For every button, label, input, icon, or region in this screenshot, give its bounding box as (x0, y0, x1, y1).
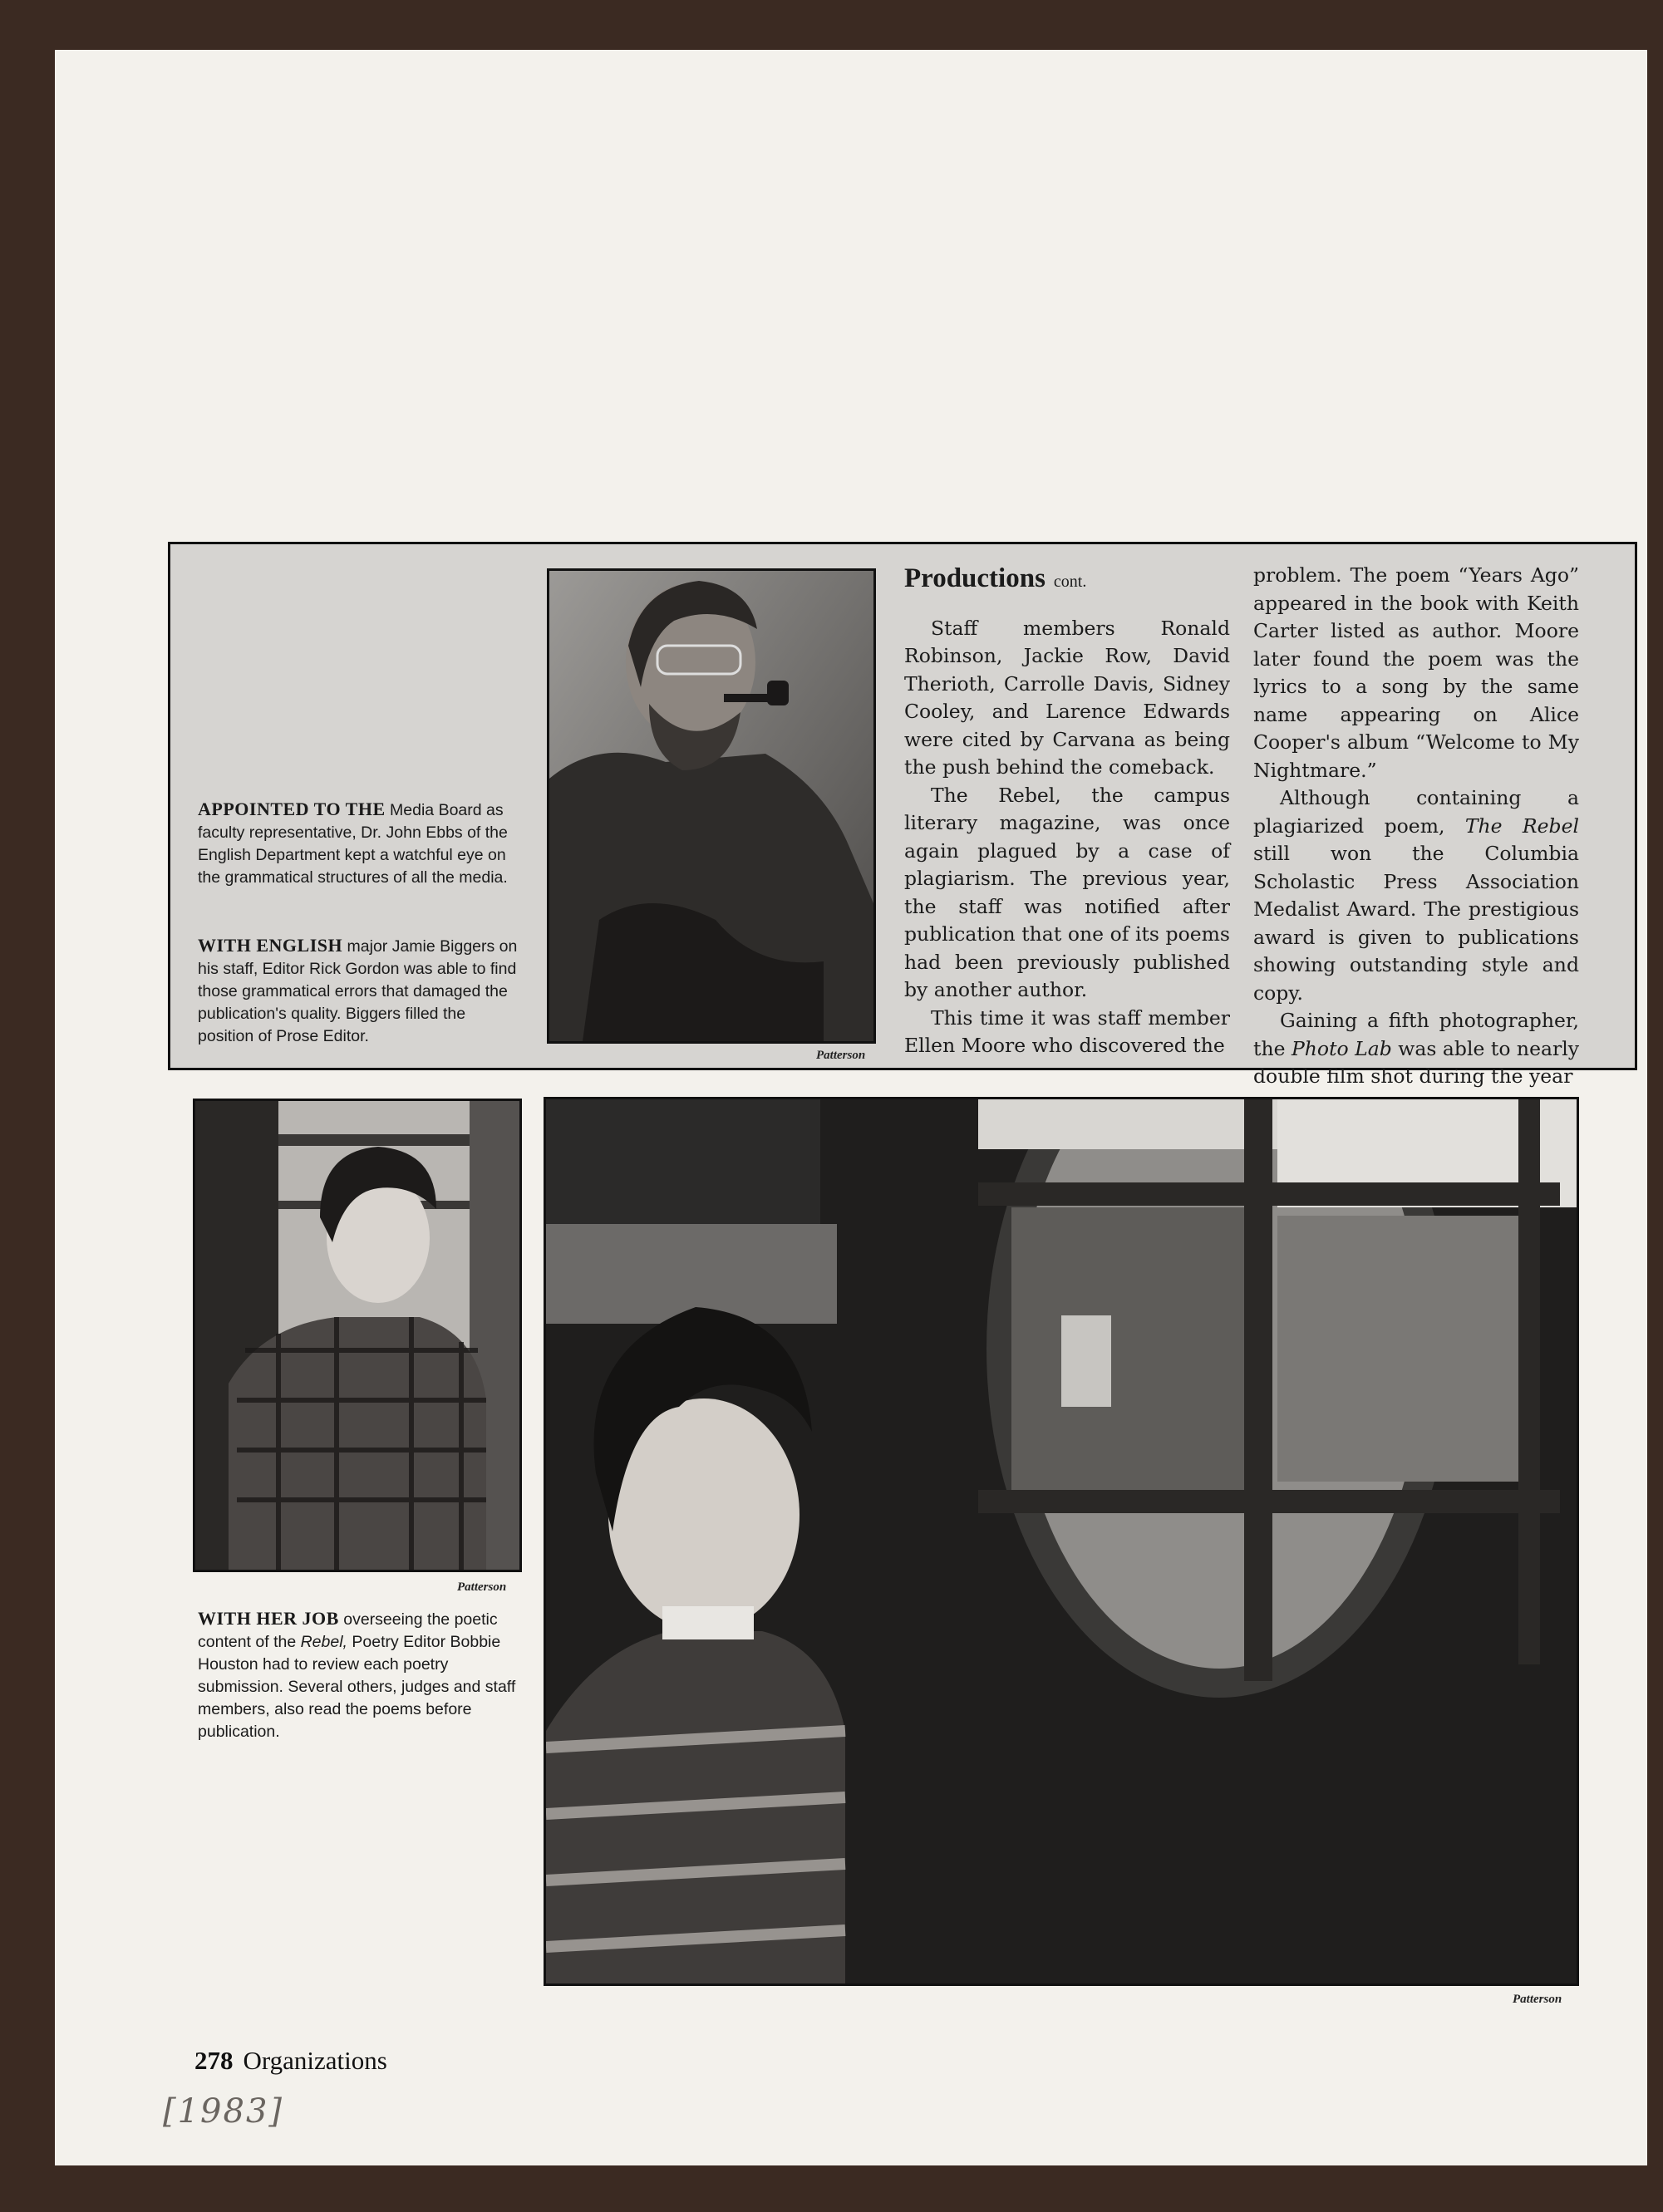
article-paragraph: This time it was staff member Ellen Moore who discovered the (904, 1005, 1230, 1057)
heading-title: Productions (904, 563, 1046, 593)
article-paragraph: problem. The poem “Years Ago” appeared in the book with Keith Carter listed as author. Moore later found the poem was the lyrics to a song by the same name appearing on Alice Cooper's album “Welcome to My Nightmare.” (1253, 563, 1579, 782)
text-run: Although containing a plagiarized poem, (1253, 786, 1579, 838)
photo-woman-plaid-shirt (193, 1099, 522, 1572)
caption-ebbs-body: Media Board as faculty representative, Dr. John Ebbs of the English Department kept a watchful eye on the grammatical structures of all the media. (198, 801, 508, 887)
text-run: Poetry Editor Bobbie Houston had to review each poetry submission. Several others, judges and staff members, also read the poems before publication. (198, 1633, 516, 1741)
photo-woman-round-window (544, 1097, 1579, 1986)
article-paragraph: Staff members Ronald Robinson, Jackie Row, David Therioth, Carrolle Davis, Sidney Cooley, and Larence Edwards were cited by Carvana as being the push behind the comeback. (904, 616, 1230, 779)
credit-pipe-photo: Patterson (816, 1049, 866, 1062)
credit-woman-photo: Patterson (457, 1580, 507, 1594)
heading-suffix: cont. (1053, 573, 1087, 591)
page-folio (194, 2046, 387, 2076)
article-paragraph (1253, 1007, 1579, 1091)
article-paragraph: The Rebel, the campus literary magazine, was once again plagued by a case of plagiarism. The previous year, the staff was notified after publication that one of its poems had been previously published by another author. (904, 783, 1230, 1001)
text-run: Gaining a fifth photographer, the (1253, 1009, 1579, 1060)
caption-houston-lead: WITH HER JOB (198, 1608, 339, 1629)
photo-man-with-pipe-image (549, 571, 873, 1041)
text-run: overseeing the poetic content of the (198, 1610, 498, 1651)
caption-biggers (198, 934, 520, 1048)
page-number: 278 (194, 2046, 234, 2075)
article-column-2 (1253, 562, 1579, 1091)
article-heading (904, 565, 1230, 597)
caption-ebbs-lead: APPOINTED TO THE (198, 799, 386, 819)
magazine-title: Rebel, (300, 1633, 347, 1651)
photo-lab-name: Photo Lab (1291, 1036, 1392, 1060)
photo-woman-round-window-image (546, 1099, 1577, 1983)
handwritten-year-note: [1983] (163, 2092, 284, 2131)
section-name: Organizations (243, 2046, 387, 2075)
caption-biggers-lead: WITH ENGLISH (198, 935, 343, 956)
text-run: was able to nearly double film shot during the year (1253, 1036, 1580, 1088)
photo-man-with-pipe (547, 568, 876, 1044)
caption-houston (198, 1607, 519, 1743)
credit-large-photo: Patterson (1513, 1993, 1562, 2006)
caption-biggers-body: major Jamie Biggers on his staff, Editor Rick Gordon was able to find those grammatical errors that damaged the publication's quality. Biggers filled the position of Prose Editor. (198, 937, 518, 1045)
text-run: still won the Columbia Scholastic Press Association Medalist Award. The prestigious award is given to publications showing outstanding style and copy. (1253, 842, 1579, 1005)
article-column-1 (904, 565, 1230, 1060)
magazine-title: The Rebel (1464, 814, 1579, 838)
article-paragraph (1253, 784, 1579, 1007)
caption-ebbs (198, 798, 520, 889)
photo-woman-plaid-shirt-image (195, 1101, 519, 1570)
